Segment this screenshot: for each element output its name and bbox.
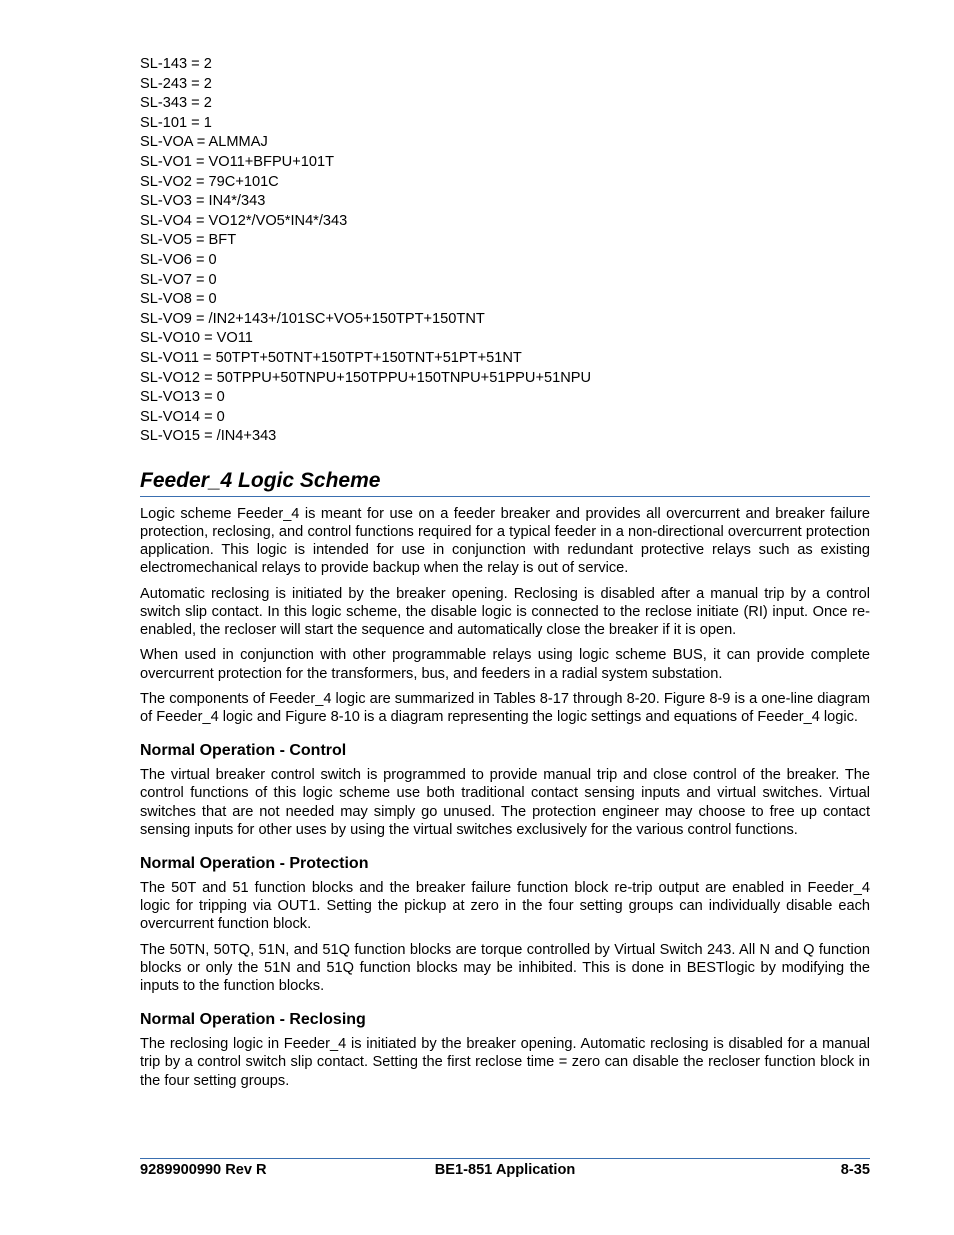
logic-line: SL-VO12 = 50TPPU+50TNPU+150TPPU+150TNPU+51PPU+51NPU <box>140 369 592 386</box>
logic-line: SL-VO3 = IN4*/343 <box>140 193 266 210</box>
logic-line: SL-VO11 = 50TPT+50TNT+150TPT+150TNT+51PT+51NT <box>140 349 522 366</box>
logic-line: SL-243 = 2 <box>140 75 212 92</box>
logic-line: SL-VO4 = VO12*/VO5*IN4*/343 <box>140 212 348 229</box>
logic-line: SL-VO2 = 79C+101C <box>140 173 279 190</box>
footer-page-number: 8-35 <box>840 1162 870 1178</box>
logic-line: SL-VO8 = 0 <box>140 291 217 308</box>
footer-doc-title: BE1-851 Application <box>434 1162 576 1178</box>
body-paragraph: The virtual breaker control switch is programmed to provide manual trip and close control of the breaker. The control functions of this logic scheme use both traditional contact sensing inputs and virtual switches. Virtual switches that are not needed may simply go unused. The protection engineer may choose to free up contact sensing inputs for other uses by using the virtual switches exclusively for the various control functions. <box>140 767 870 838</box>
logic-line: SL-VO1 = VO11+BFPU+101T <box>140 153 335 170</box>
logic-line: SL-VO10 = VO11 <box>140 330 253 347</box>
logic-line: SL-101 = 1 <box>140 114 212 131</box>
page-content <box>140 55 870 1090</box>
body-paragraph: When used in conjunction with other programmable relays using logic scheme BUS, it can provide complete overcurrent protection for the transformers, bus, and feeders in a radial system substation. <box>140 647 870 682</box>
page-footer <box>140 1158 870 1178</box>
logic-settings-list <box>140 55 870 447</box>
logic-line: SL-VO15 = /IN4+343 <box>140 428 277 445</box>
logic-line: SL-143 = 2 <box>140 56 212 72</box>
body-paragraph: The reclosing logic in Feeder_4 is initiated by the breaker opening. Automatic reclosing is disabled for a manual trip by a control switch slip contact. Setting the first reclose time = zero can disable the recloser function block in the four setting groups. <box>140 1036 870 1089</box>
logic-line: SL-VO14 = 0 <box>140 408 225 425</box>
logic-line: SL-VO5 = BFT <box>140 232 237 249</box>
logic-line: SL-VO13 = 0 <box>140 389 225 406</box>
logic-line: SL-VO6 = 0 <box>140 251 217 268</box>
body-paragraph: The components of Feeder_4 logic are summarized in Tables 8-17 through 8-20. Figure 8-9 is a one-line diagram of Feeder_4 logic and Figure 8-10 is a diagram representing the logic settings and equations of Feeder_4 logic. <box>140 690 870 725</box>
body-paragraph: The 50TN, 50TQ, 51N, and 51Q function blocks are torque controlled by Virtual Switch 243. All N and Q function blocks or only the 51N and 51Q function blocks may be inhibited. This is done in BESTlogic by modifying the inputs to the function blocks. <box>140 941 870 994</box>
logic-line: SL-VO9 = /IN2+143+/101SC+VO5+150TPT+150TNT <box>140 310 485 327</box>
section-title: Feeder_4 Logic Scheme <box>140 467 870 497</box>
logic-line: SL-VO7 = 0 <box>140 271 217 288</box>
subsection-title-control: Normal Operation - Control <box>140 742 347 760</box>
body-paragraph: Logic scheme Feeder_4 is meant for use on a feeder breaker and provides all overcurrent and breaker failure protection, reclosing, and control functions required for a typical feeder in a non-directional overcurrent protection application. This logic is intended for use in conjunction with redundant protective relays such as existing electromechanical relays to provide backup when the relay is out of service. <box>140 505 870 577</box>
logic-line: SL-343 = 2 <box>140 95 212 112</box>
body-paragraph: The 50T and 51 function blocks and the breaker failure function block re-trip output are enabled in Feeder_4 logic for tripping via OUT1. Setting the pickup at zero in the four setting groups can individually disable each overcurrent function block. <box>140 879 870 933</box>
logic-line: SL-VOA = ALMMAJ <box>140 134 268 151</box>
body-paragraph: Automatic reclosing is initiated by the breaker opening. Reclosing is disabled after a manual trip by a control switch slip contact. In this logic scheme, the disable logic is connected to the reclose initiate (RI) input. Once re-enabled, the recloser will start the sequence and automatically close the breaker if it is open. <box>140 585 870 639</box>
footer-doc-number: 9289900990 Rev R <box>140 1162 267 1178</box>
subsection-title-reclosing: Normal Operation - Reclosing <box>140 1011 366 1029</box>
subsection-title-protection: Normal Operation - Protection <box>140 854 369 872</box>
